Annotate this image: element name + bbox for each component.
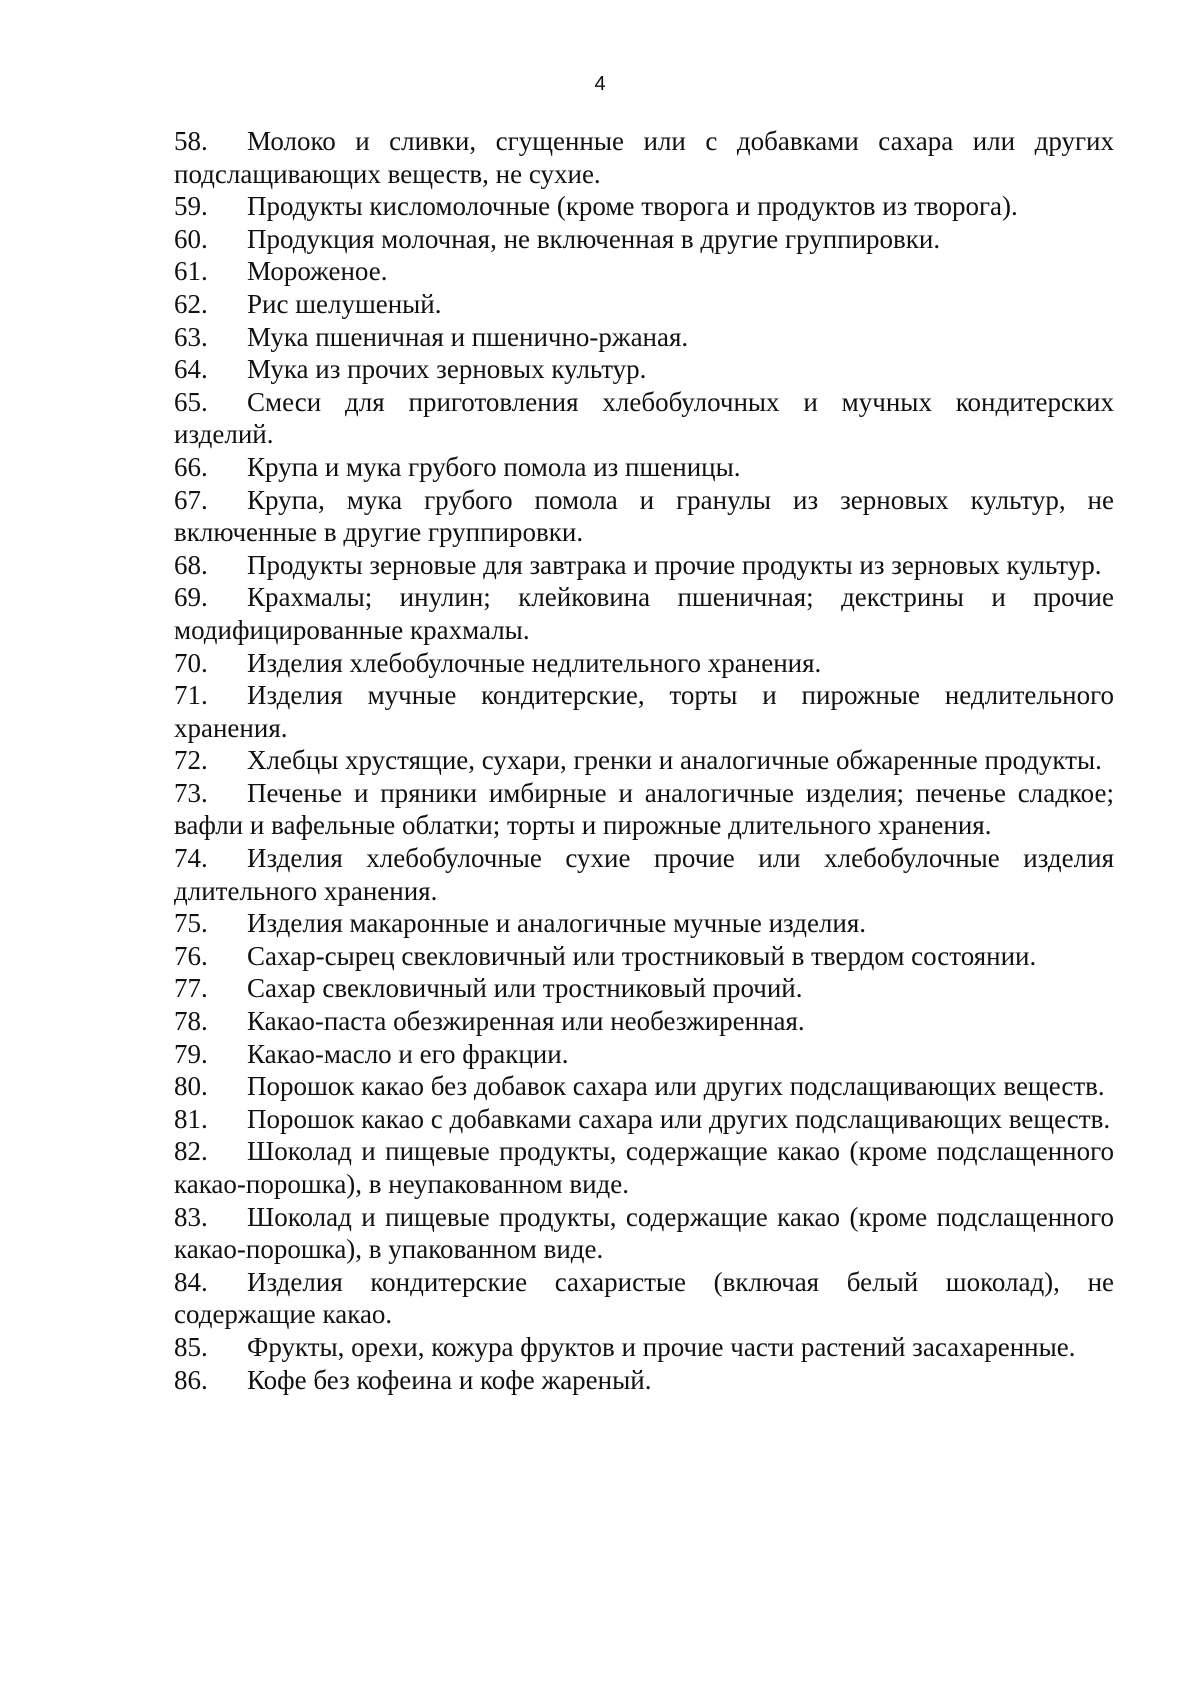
- list-item: [174, 972, 1114, 1005]
- list-item-text: Сахар-сырец свекловичный или тростниковый в твердом состоянии.: [247, 940, 1037, 971]
- list-item-number: 72.: [174, 745, 208, 776]
- list-item-text: Смеси для приготовления хлебобулочных и мучных кондитерских изделий.: [174, 386, 1114, 450]
- list-item: [174, 353, 1114, 386]
- list-item: [174, 1038, 1114, 1071]
- list-item: [174, 321, 1114, 354]
- list-item-text: Изделия мучные кондитерские, торты и пирожные недлительного хранения.: [174, 680, 1114, 743]
- list-item-text: Крахмалы; инулин; клейковина пшеничная; декстрины и прочие модифицированные крахмалы.: [174, 582, 1114, 645]
- list-item-number: 86.: [174, 1364, 208, 1395]
- list-item: [174, 842, 1114, 907]
- list-item-text: Хлебцы хрустящие, сухари, гренки и аналогичные обжаренные продукты.: [247, 745, 1102, 776]
- list-item-text: Мороженое.: [247, 256, 388, 287]
- list-item-number: 82.: [174, 1136, 208, 1167]
- list-item: [174, 1005, 1114, 1038]
- list-item: [174, 777, 1114, 842]
- list-item-number: 65.: [174, 386, 208, 417]
- list-item-number: 68.: [174, 549, 208, 580]
- list-item-text: Шоколад и пищевые продукты, содержащие какао (кроме подслащенного какао-порошка), в упакованном виде.: [174, 1201, 1114, 1265]
- list-item-number: 76.: [174, 940, 208, 971]
- list-item-text: Сахар свекловичный или тростниковый прочий.: [247, 973, 803, 1004]
- list-item-text: Рис шелушеный.: [247, 288, 442, 319]
- list-item: [174, 940, 1114, 973]
- list-item: [174, 581, 1114, 646]
- list-item: [174, 1201, 1114, 1266]
- list-item-number: 58.: [174, 126, 208, 156]
- list-item-number: 78.: [174, 1006, 208, 1037]
- list-item-text: Молоко и сливки, сгущенные или с добавками сахара или других подслащивающих веществ, не сухие.: [174, 126, 1114, 189]
- list-item: [174, 190, 1114, 223]
- list-item-number: 81.: [174, 1103, 208, 1134]
- list-item: [174, 125, 1114, 190]
- list-item-number: 74.: [174, 843, 208, 874]
- list-item-number: 59.: [174, 191, 208, 222]
- list-item-text: Продукты зерновые для завтрака и прочие продукты из зерновых культур.: [247, 549, 1102, 580]
- list-item-number: 62.: [174, 288, 208, 319]
- list-item: [174, 1070, 1114, 1103]
- list-item-text: Фрукты, орехи, кожура фруктов и прочие части растений засахаренные.: [247, 1331, 1076, 1362]
- list-item: [174, 1135, 1114, 1200]
- list-item: [174, 288, 1114, 321]
- list-item-number: 70.: [174, 647, 208, 678]
- list-item-text: Крупа и мука грубого помола из пшеницы.: [247, 451, 741, 482]
- list-item-number: 73.: [174, 777, 208, 808]
- list-item-text: Какао-масло и его фракции.: [247, 1038, 569, 1069]
- list-item: [174, 679, 1114, 744]
- list-item-number: 71.: [174, 680, 208, 711]
- list-item-number: 66.: [174, 451, 208, 482]
- list-item-number: 80.: [174, 1071, 208, 1102]
- list-item-number: 75.: [174, 908, 208, 939]
- list-item: [174, 744, 1114, 777]
- page-number: 4: [594, 73, 606, 95]
- list-item-text: Печенье и пряники имбирные и аналогичные изделия; печенье сладкое; вафли и вафельные облатки; торты и пирожные длительного хранения.: [174, 777, 1114, 841]
- list-item: [174, 484, 1114, 549]
- list-item-number: 69.: [174, 582, 208, 613]
- list-item: [174, 451, 1114, 484]
- list-item: [174, 1266, 1114, 1331]
- list-item: [174, 549, 1114, 582]
- list-item-number: 64.: [174, 354, 208, 385]
- list-item: [174, 1364, 1114, 1397]
- list-item: [174, 1103, 1114, 1136]
- list-item-text: Продукция молочная, не включенная в другие группировки.: [247, 223, 941, 254]
- list-item-number: 67.: [174, 484, 208, 515]
- list-item: [174, 1331, 1114, 1364]
- numbered-list: [174, 125, 1114, 1396]
- list-item: [174, 386, 1114, 451]
- list-item-text: Шоколад и пищевые продукты, содержащие какао (кроме подслащенного какао-порошка), в неупакованном виде.: [174, 1136, 1114, 1199]
- list-item-number: 79.: [174, 1038, 208, 1069]
- list-item-number: 77.: [174, 973, 208, 1004]
- list-item-text: Изделия хлебобулочные сухие прочие или хлебобулочные изделия длительного хранения.: [174, 843, 1114, 906]
- list-item-text: Продукты кисломолочные (кроме творога и продуктов из творога).: [247, 191, 1018, 222]
- list-item-text: Порошок какао с добавками сахара или других подслащивающих веществ.: [247, 1103, 1111, 1134]
- list-item-text: Крупа, мука грубого помола и гранулы из зерновых культур, не включенные в другие группировки.: [174, 484, 1114, 548]
- list-item: [174, 223, 1114, 256]
- list-item-text: Порошок какао без добавок сахара или других подслащивающих веществ.: [247, 1071, 1105, 1102]
- list-item-text: Изделия кондитерские сахаристые (включая белый шоколад), не содержащие какао.: [174, 1266, 1114, 1330]
- list-item-number: 60.: [174, 223, 208, 254]
- list-item: [174, 907, 1114, 940]
- list-item: [174, 255, 1114, 288]
- list-item-number: 85.: [174, 1331, 208, 1362]
- list-item-number: 84.: [174, 1266, 208, 1297]
- list-item-text: Изделия хлебобулочные недлительного хранения.: [247, 647, 822, 678]
- list-item-text: Мука пшеничная и пшенично-ржаная.: [247, 321, 689, 352]
- list-item-text: Мука из прочих зерновых культур.: [247, 354, 647, 385]
- list-item-text: Какао-паста обезжиренная или необезжиренная.: [247, 1006, 805, 1037]
- list-item-text: Кофе без кофеина и кофе жареный.: [247, 1364, 652, 1395]
- list-item-text: Изделия макаронные и аналогичные мучные изделия.: [247, 908, 867, 939]
- list-item-number: 63.: [174, 321, 208, 352]
- list-item: [174, 647, 1114, 680]
- list-item-number: 61.: [174, 256, 208, 287]
- list-item-number: 83.: [174, 1201, 208, 1232]
